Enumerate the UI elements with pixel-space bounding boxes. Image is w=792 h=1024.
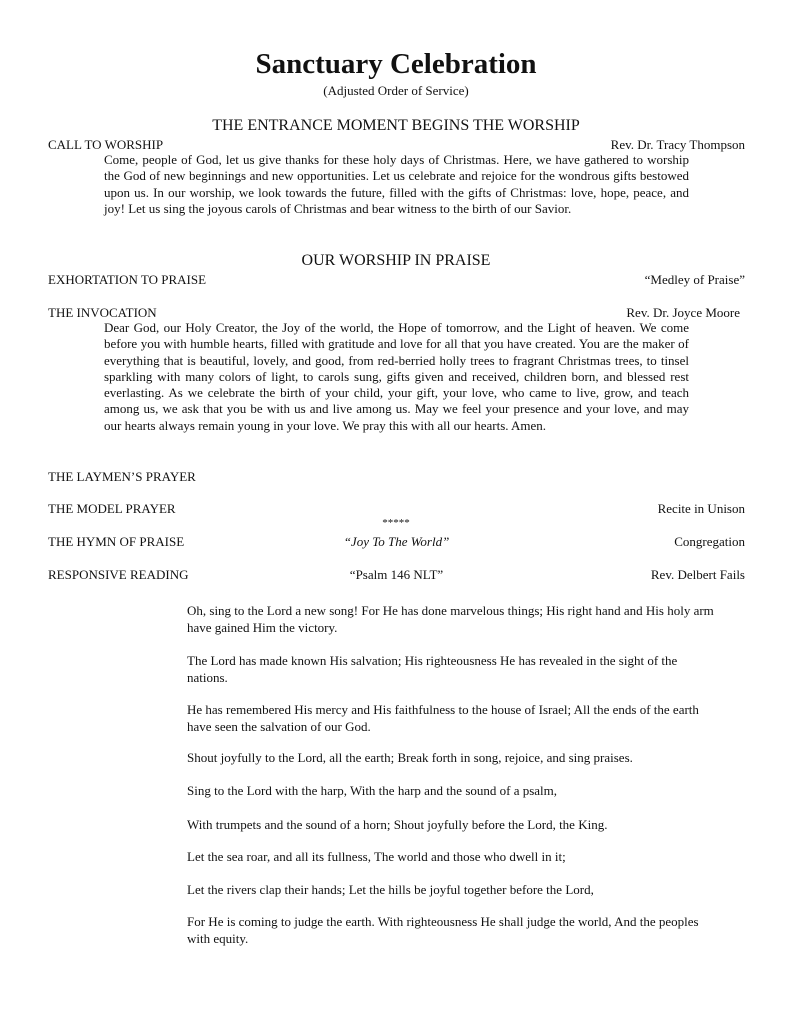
reading-verse: Let the sea roar, and all its fullness, The world and those who dwell in it; <box>187 849 566 864</box>
hymn-label: THE HYMN OF PRAISE <box>48 534 185 549</box>
laymen-prayer-label: THE LAYMEN’S PRAYER <box>48 469 196 484</box>
responsive-reading-row <box>48 566 745 583</box>
page-title: Sanctuary Celebration <box>255 48 537 80</box>
reading-verse: Oh, sing to the Lord a new song! For He has done marvelous things; His right hand and His holy arm have gained Him the victory. <box>187 603 714 635</box>
page-subtitle: (Adjusted Order of Service) <box>323 83 469 98</box>
invocation-row <box>48 304 745 321</box>
model-prayer-row <box>48 500 745 517</box>
reading-verse: Shout joyfully to the Lord, all the earth; Break forth in song, rejoice, and sing praises. <box>187 750 633 765</box>
model-prayer-detail: Recite in Unison <box>657 501 745 516</box>
exhortation-detail: “Medley of Praise” <box>644 272 745 287</box>
responsive-reading-title: “Psalm 146 NLT” <box>349 567 444 582</box>
hymn-row <box>48 533 745 550</box>
exhortation-label: EXHORTATION TO PRAISE <box>48 272 207 287</box>
model-prayer-label: THE MODEL PRAYER <box>48 501 176 516</box>
responsive-reading-label: RESPONSIVE READING <box>48 567 189 582</box>
separator-stars: ***** <box>382 517 410 529</box>
reading-verse: Sing to the Lord with the harp, With the harp and the sound of a psalm, <box>187 783 558 798</box>
exhortation-row <box>48 271 745 288</box>
reading-verse: Let the rivers clap their hands; Let the hills be joyful together before the Lord, <box>187 882 594 897</box>
hymn-title: “Joy To The World” <box>343 534 450 549</box>
call-to-worship-leader: Rev. Dr. Tracy Thompson <box>610 137 745 152</box>
reading-verse: He has remembered His mercy and His faithfulness to the house of Israel; All the ends of the earth have seen the salvation of our God. <box>187 702 699 734</box>
laymen-prayer-row <box>48 468 745 485</box>
responsive-reading-leader: Rev. Delbert Fails <box>650 567 745 582</box>
reading-verse: For He is coming to judge the earth. With righteousness He shall judge the world, And the peoples with equity. <box>187 914 699 946</box>
call-to-worship-row <box>48 136 745 153</box>
invocation-leader: Rev. Dr. Joyce Moore <box>626 305 740 320</box>
hymn-detail: Congregation <box>674 534 745 549</box>
call-to-worship-label: CALL TO WORSHIP <box>48 137 164 152</box>
reading-verse: With trumpets and the sound of a horn; Shout joyfully before the Lord, the King. <box>187 817 608 832</box>
section-heading-entrance: THE ENTRANCE MOMENT BEGINS THE WORSHIP <box>212 117 580 134</box>
invocation-label: THE INVOCATION <box>48 305 157 320</box>
reading-verse: The Lord has made known His salvation; His righteousness He has revealed in the sight of the nations. <box>187 653 678 685</box>
invocation-text: Dear God, our Holy Creator, the Joy of the world, the Hope of tomorrow, and the Light of heaven. We come before you with humble hearts, filled with gratitude and love for all that you have created. You are the maker of everything that is beautiful, lovely, and good, from red-berried holly trees to fragrant Christmas trees, to tinsel sparkling with many colors of light, to carols sung, gifts given and received, children born, and blessed rest everlasting. As we celebrate the birth of your child, your gift, your love, who came to live, grow, and teach among us, we ask that you be with us and live among us. May we feel your presence and your love, and may our hearts always remain young in your love. We pray this with all our hearts. Amen. <box>104 320 689 433</box>
section-heading-praise: OUR WORSHIP IN PRAISE <box>301 252 491 269</box>
call-to-worship-text: Come, people of God, let us give thanks for these holy days of Christmas. Here, we have gathered to worship the God of new beginnings and new opportunities. Let us celebrate and rejoice for the wondrous gifts bestowed upon us. In our worship, we look towards the future, filled with the gifts of Christmas: love, hope, peace, and joy! Let us sing the joyous carols of Christmas and bear witness to the birth of our Savior. <box>104 152 689 216</box>
